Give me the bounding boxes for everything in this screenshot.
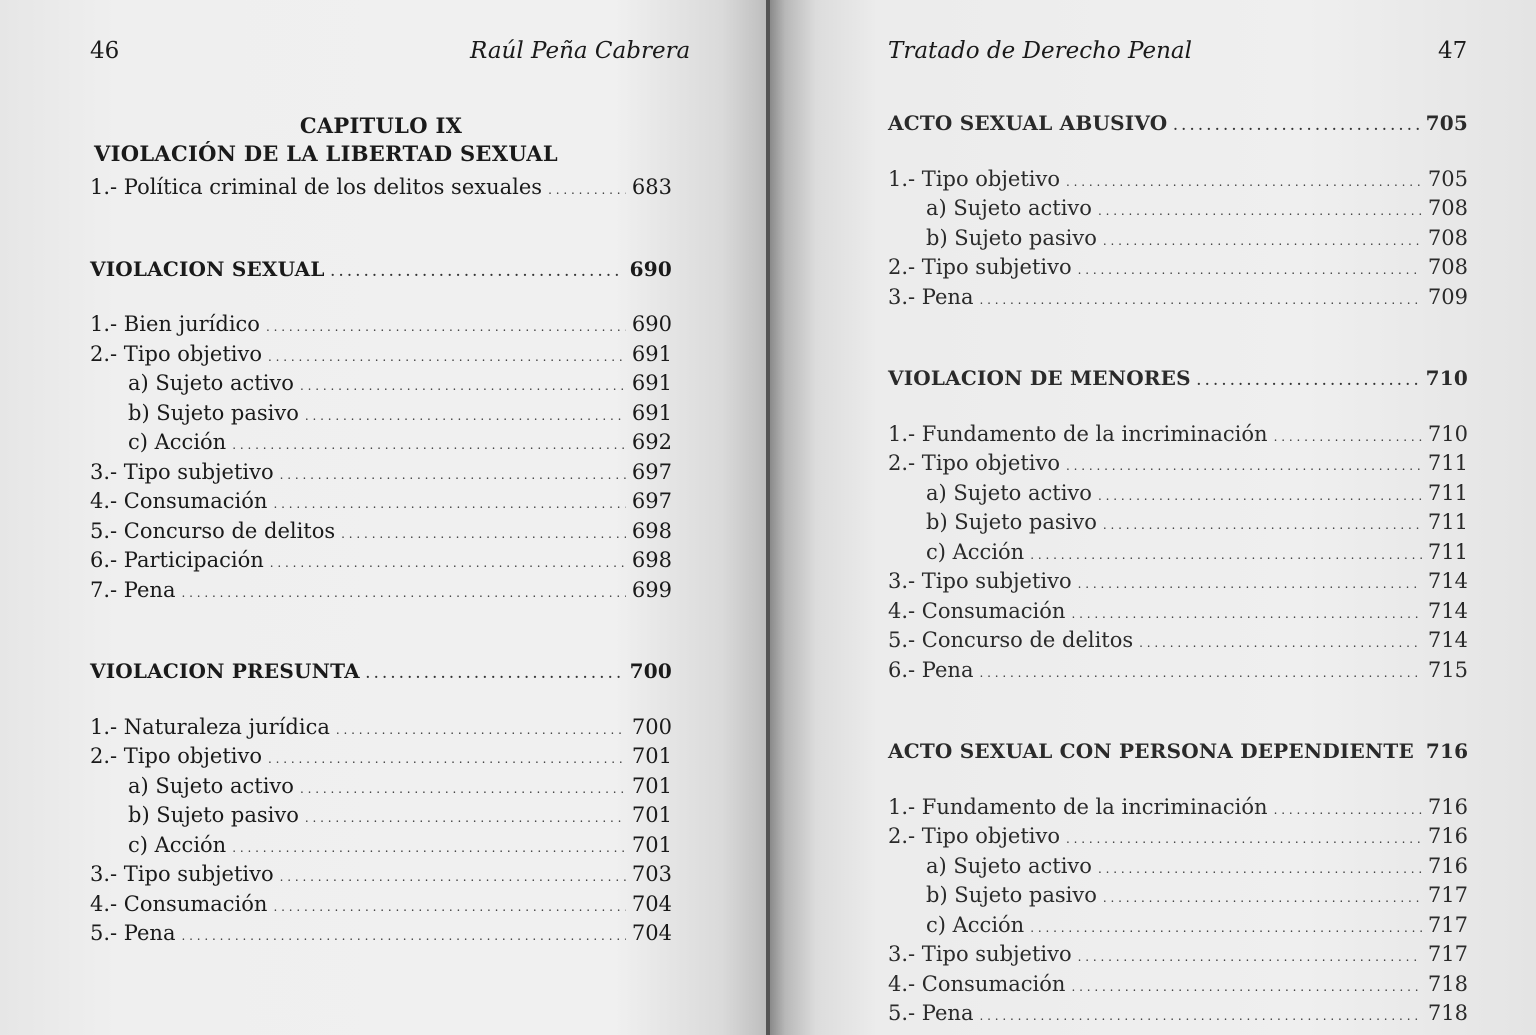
toc-subentry: [90, 429, 672, 459]
toc-entry: [888, 254, 1468, 284]
right-page-number: 47: [1438, 38, 1468, 64]
section-heading: [888, 110, 1468, 140]
entry-page-number: 714: [1427, 598, 1468, 623]
dot-leader: [273, 891, 625, 921]
dot-leader: [1066, 823, 1422, 853]
dot-leader: [366, 658, 624, 688]
entry-page-number: 711: [1427, 451, 1468, 475]
entry-label: a) Sujeto activo: [926, 853, 1092, 878]
entry-label: b) Sujeto pasivo: [128, 803, 299, 827]
entry-page-number: 700: [631, 714, 672, 739]
entry-label: 2.- Tipo objetivo: [90, 744, 262, 768]
toc-entry: [888, 657, 1468, 687]
entry-label: a) Sujeto activo: [128, 371, 294, 395]
entry-label: c) Acción: [128, 430, 227, 454]
toc-subentry: [888, 195, 1468, 225]
entry-page-number: 715: [1427, 657, 1468, 682]
entry-page-number: 711: [1427, 539, 1468, 564]
toc-subentry: [90, 400, 672, 430]
toc-entry: [888, 598, 1468, 628]
entry-label: 4.- Consumación: [888, 598, 1066, 623]
entry-label: ACTO SEXUAL CON PERSONA DEPENDIENTE: [888, 739, 1414, 763]
entry-page-number: 697: [631, 459, 672, 484]
entry-label: a) Sujeto activo: [926, 196, 1092, 220]
dot-leader: [268, 341, 626, 371]
entry-page-number: 711: [1427, 480, 1468, 505]
entry-page-number: 698: [631, 548, 672, 572]
dot-leader: [181, 577, 625, 607]
dot-leader: [1103, 225, 1422, 255]
dot-leader: [979, 284, 1421, 314]
dot-leader: [1098, 480, 1422, 510]
entry-label: c) Acción: [926, 912, 1025, 937]
section-heading: [90, 256, 672, 286]
left-page-number: 46: [90, 38, 120, 64]
entry-page-number: 703: [631, 862, 672, 886]
entry-page-number: 690: [631, 312, 672, 336]
toc-entry: [888, 823, 1468, 853]
entry-label: 4.- Consumación: [90, 891, 268, 916]
entry-label: 2.- Tipo objetivo: [90, 341, 262, 366]
right-toc: [888, 110, 1468, 1030]
dot-leader: [305, 802, 626, 832]
entry-page-number: 710: [1425, 366, 1468, 390]
entry-label: 1.- Fundamento de la incriminación: [888, 794, 1268, 819]
dot-leader: [1103, 882, 1422, 912]
dot-leader: [1078, 254, 1422, 284]
entry-page-number: 709: [1427, 284, 1468, 309]
dot-leader: [273, 488, 625, 518]
toc-entry: [888, 971, 1468, 1001]
entry-label: VIOLACION SEXUAL: [90, 256, 325, 281]
toc-entry: [90, 311, 672, 341]
entry-page-number: 717: [1427, 883, 1468, 907]
entry-label: 3.- Tipo subjetivo: [888, 569, 1072, 593]
toc-subentry: [888, 882, 1468, 912]
dot-leader: [280, 861, 626, 891]
entry-page-number: 704: [631, 891, 672, 916]
entry-label: 1.- Naturaleza jurídica: [90, 714, 330, 739]
dot-leader: [1274, 794, 1422, 824]
entry-label: VIOLACION PRESUNTA: [90, 659, 360, 683]
entry-page-number: 699: [631, 577, 672, 602]
entry-page-number: 705: [1427, 166, 1468, 191]
dot-leader: [266, 311, 626, 341]
intro-list: [90, 174, 672, 204]
entry-label: 3.- Tipo subjetivo: [90, 862, 274, 886]
dot-leader: [336, 714, 626, 744]
entry-page-number: 691: [631, 371, 672, 395]
dot-leader: [1197, 365, 1420, 395]
left-running-head: Raúl Peña Cabrera: [470, 38, 691, 64]
toc-entry: [90, 547, 672, 577]
entry-label: 3.- Pena: [888, 284, 974, 309]
toc-entry: [888, 941, 1468, 971]
toc-entry: [888, 450, 1468, 480]
dot-leader: [1066, 166, 1422, 196]
toc-subentry: [90, 773, 672, 803]
toc-entry: [888, 284, 1468, 314]
toc-entry: [90, 714, 672, 744]
entry-label: 2.- Tipo objetivo: [888, 451, 1060, 475]
entry-page-number: 692: [631, 430, 672, 454]
entry-page-number: 704: [631, 921, 672, 945]
dot-leader: [232, 429, 626, 459]
dot-leader: [300, 370, 626, 400]
toc-subentry: [90, 370, 672, 400]
entry-page-number: 708: [1427, 225, 1468, 250]
dot-leader: [341, 518, 626, 548]
entry-page-number: 717: [1427, 912, 1468, 937]
toc-subentry: [90, 832, 672, 862]
toc-entry: [90, 341, 672, 371]
entry-label: 5.- Concurso de delitos: [90, 518, 336, 543]
dot-leader: [548, 174, 626, 204]
entry-page-number: 718: [1427, 1001, 1468, 1025]
entry-label: 3.- Tipo subjetivo: [888, 942, 1072, 966]
toc-entry: [90, 920, 672, 950]
entry-page-number: 691: [631, 400, 672, 425]
toc-entry: [888, 421, 1468, 451]
right-running-head: Tratado de Derecho Penal: [888, 38, 1192, 64]
toc-entry: [888, 627, 1468, 657]
toc-entry: [888, 1000, 1468, 1030]
entry-label: 3.- Tipo subjetivo: [90, 459, 274, 484]
entry-label: 4.- Consumación: [888, 971, 1066, 996]
toc-subentry: [90, 802, 672, 832]
entry-page-number: 714: [1427, 628, 1468, 652]
entry-label: ACTO SEXUAL ABUSIVO: [888, 111, 1168, 135]
dot-leader: [1139, 627, 1422, 657]
entry-page-number: 708: [1427, 196, 1468, 220]
entry-page-number: 705: [1425, 111, 1468, 135]
entry-label: 4.- Consumación: [90, 489, 268, 513]
entry-page-number: 716: [1427, 824, 1468, 848]
entry-page-number: 710: [1427, 421, 1468, 446]
entry-label: VIOLACION DE MENORES: [888, 366, 1191, 390]
entry-page-number: 701: [631, 803, 672, 827]
toc-entry: [90, 459, 672, 489]
toc-entry: [90, 577, 672, 607]
dot-leader: [1098, 853, 1422, 883]
entry-page-number: 690: [629, 256, 672, 281]
entry-page-number: 718: [1427, 971, 1468, 996]
entry-label: 2.- Tipo subjetivo: [888, 255, 1072, 279]
entry-label: b) Sujeto pasivo: [926, 225, 1097, 250]
entry-page-number: 700: [629, 659, 672, 683]
dot-leader: [300, 773, 626, 803]
toc-entry: [888, 166, 1468, 196]
entry-label: 2.- Tipo objetivo: [888, 824, 1060, 848]
entry-label: c) Acción: [128, 832, 227, 857]
dot-leader: [1098, 195, 1422, 225]
entry-page-number: 717: [1427, 942, 1468, 966]
entry-page-number: 701: [631, 744, 672, 768]
entry-label: a) Sujeto activo: [926, 480, 1092, 505]
entry-label: 5.- Concurso de delitos: [888, 628, 1134, 652]
entry-page-number: 714: [1427, 569, 1468, 593]
right-sections: [888, 110, 1468, 1030]
dot-leader: [1103, 509, 1422, 539]
dot-leader: [280, 459, 626, 489]
dot-leader: [1030, 539, 1422, 569]
entry-label: 1.- Bien jurídico: [90, 312, 260, 336]
entry-page-number: 701: [631, 773, 672, 798]
toc-entry: [90, 743, 672, 773]
dot-leader: [268, 743, 626, 773]
dot-leader: [1030, 912, 1422, 942]
entry-label: a) Sujeto activo: [128, 773, 294, 798]
toc-entry: [888, 794, 1468, 824]
entry-page-number: 711: [1427, 510, 1468, 534]
dot-leader: [979, 1000, 1421, 1030]
section-heading: [888, 738, 1468, 768]
entry-page-number: 701: [631, 832, 672, 857]
entry-label: 5.- Pena: [888, 1001, 974, 1025]
dot-leader: [1078, 568, 1422, 598]
dot-leader: [1274, 421, 1422, 451]
dot-leader: [1071, 598, 1421, 628]
entry-label: b) Sujeto pasivo: [926, 883, 1097, 907]
entry-page-number: 716: [1425, 739, 1469, 763]
toc-entry: [90, 174, 672, 204]
left-toc: [90, 112, 672, 950]
dot-leader: [1071, 971, 1421, 1001]
toc-subentry: [888, 509, 1468, 539]
entry-label: b) Sujeto pasivo: [128, 400, 299, 425]
section-heading: [888, 365, 1468, 395]
entry-label: b) Sujeto pasivo: [926, 510, 1097, 534]
section-heading: [90, 658, 672, 688]
chapter-label: CAPITULO IX: [299, 113, 463, 138]
toc-subentry: [888, 912, 1468, 942]
entry-label: 6.- Participación: [90, 548, 264, 572]
entry-page-number: 698: [631, 518, 672, 543]
dot-leader: [331, 256, 624, 286]
entry-label: 7.- Pena: [90, 577, 176, 602]
dot-leader: [232, 832, 626, 862]
toc-entry: [90, 861, 672, 891]
toc-entry: [888, 568, 1468, 598]
dot-leader: [1078, 941, 1422, 971]
entry-page-number: 683: [631, 175, 672, 199]
entry-label: 1.- Fundamento de la incriminación: [888, 421, 1268, 446]
dot-leader: [305, 400, 626, 430]
toc-entry: [90, 488, 672, 518]
toc-subentry: [888, 853, 1468, 883]
toc-subentry: [888, 539, 1468, 569]
dot-leader: [979, 657, 1421, 687]
right-page: [770, 0, 1536, 1035]
toc-entry: [90, 891, 672, 921]
toc-subentry: [888, 480, 1468, 510]
entry-label: 1.- Tipo objetivo: [888, 166, 1060, 191]
entry-label: 1.- Política criminal de los delitos sexuales: [90, 175, 543, 199]
dot-leader: [270, 547, 626, 577]
toc-entry: [90, 518, 672, 548]
entry-label: 5.- Pena: [90, 921, 176, 945]
entry-label: c) Acción: [926, 539, 1025, 564]
entry-page-number: 716: [1427, 794, 1468, 819]
chapter-title: VIOLACIÓN DE LA LIBERTAD SEXUAL: [94, 141, 558, 166]
entry-page-number: 708: [1427, 255, 1468, 279]
entry-label: 6.- Pena: [888, 657, 974, 682]
toc-subentry: [888, 225, 1468, 255]
dot-leader: [181, 920, 625, 950]
entry-page-number: 697: [631, 489, 672, 513]
dot-leader: [1173, 110, 1419, 140]
left-sections: [90, 204, 672, 950]
entry-page-number: 716: [1427, 853, 1468, 878]
entry-page-number: 691: [631, 341, 672, 366]
dot-leader: [1066, 450, 1422, 480]
